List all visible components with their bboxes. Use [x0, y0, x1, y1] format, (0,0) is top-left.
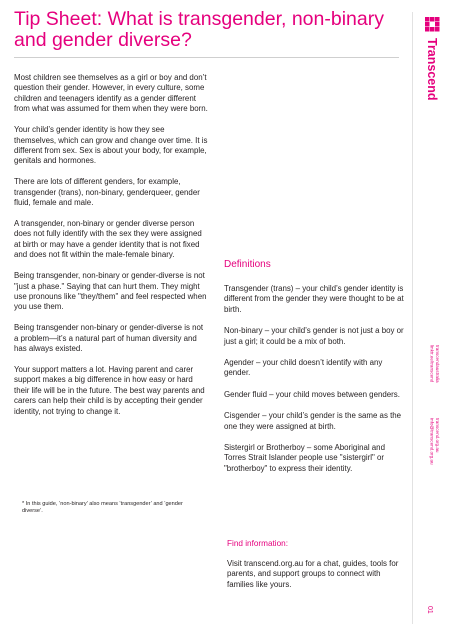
definition-cisgender: Cisgender – your child’s gender is the same as the one they were assigned at birth.	[224, 411, 402, 431]
email-address: info@transcend.org.au	[429, 418, 435, 465]
paragraph-not-a-problem: Being transgender non-binary or gender-diverse is not a problem—it’s a natural part of human diversity and has always existed.	[14, 323, 204, 354]
paragraph-intro: Most children see themselves as a girl or boy and don’t question their gender. However, in every culture, some children and teenagers identify as a gender different from what was assumed for them when they were born.	[14, 73, 208, 114]
page-title: Tip Sheet: What is transgender, non-binary and gender diverse?	[14, 8, 384, 51]
paragraph-genders: There are lots of different genders, for example, transgender (trans), non-binary, genderqueer, gender fluid, female and male.	[14, 177, 200, 208]
paragraph-not-a-phase: Being transgender, non-binary or gender-diverse is not "just a phase." Saying that can hurt them. They might use pronouns like "they/them" and feel respected when you use them.	[14, 271, 207, 312]
brand-wordmark: Transcend	[425, 38, 439, 101]
definition-sistergirl-brotherboy: Sistergirl or Brotherboy – some Aboriginal and Torres Strait Islander people use "sistergirl" or "brotherboy" to express their identity.	[224, 443, 385, 473]
social-link: linktr.ee/transcend	[429, 345, 435, 383]
social-handle: transcendaustralia	[434, 345, 440, 383]
title-divider	[14, 57, 399, 58]
paragraph-gender-identity: Your child’s gender identity is how they see themselves, which can grow and change over time. It is different from sex. Sex is about your body, for example, genitals and hormones.	[14, 125, 208, 166]
definition-gender-fluid: Gender fluid – your child moves between genders.	[224, 389, 400, 399]
web-contact	[429, 418, 440, 465]
find-information-heading: Find information:	[227, 539, 288, 548]
find-information-text: Visit transcend.org.au for a chat, guides, tools for parents, and support groups to connect with families like yours.	[227, 559, 399, 589]
main-column	[14, 73, 208, 427]
definition-agender: Agender – your child doesn’t identify with any gender.	[224, 358, 383, 378]
definition-transgender: Transgender (trans) – your child’s gender identity is different from the gender they were thought to be at birth.	[224, 284, 404, 314]
paragraph-support: Your support matters a lot. Having parent and carer support makes a big difference in how easy or hard their life will be in the future. The best way parents and carers can help their child is by accepting their gender identity, not trying to change it.	[14, 364, 205, 416]
website: transcend.org.au	[434, 418, 440, 453]
sidebar-divider	[412, 12, 413, 624]
definition-non-binary: Non-binary – your child’s gender is not just a boy or just a girl; it could be a mix of both.	[224, 326, 404, 346]
footnote: * In this guide, ‘non-binary’ also means ‘transgender’ and ‘gender diverse’.	[22, 501, 183, 515]
brand-logo	[421, 14, 443, 114]
page-number: 01	[426, 606, 433, 614]
paragraph-transgender: A transgender, non-binary or gender diverse person does not fully identify with the sex they were assigned at birth or may have a gender identity that is not fixed and does not fit within the male-female binary.	[14, 218, 202, 260]
definitions-heading: Definitions	[224, 259, 271, 270]
social-contact	[429, 345, 440, 383]
definitions-list	[224, 284, 404, 485]
